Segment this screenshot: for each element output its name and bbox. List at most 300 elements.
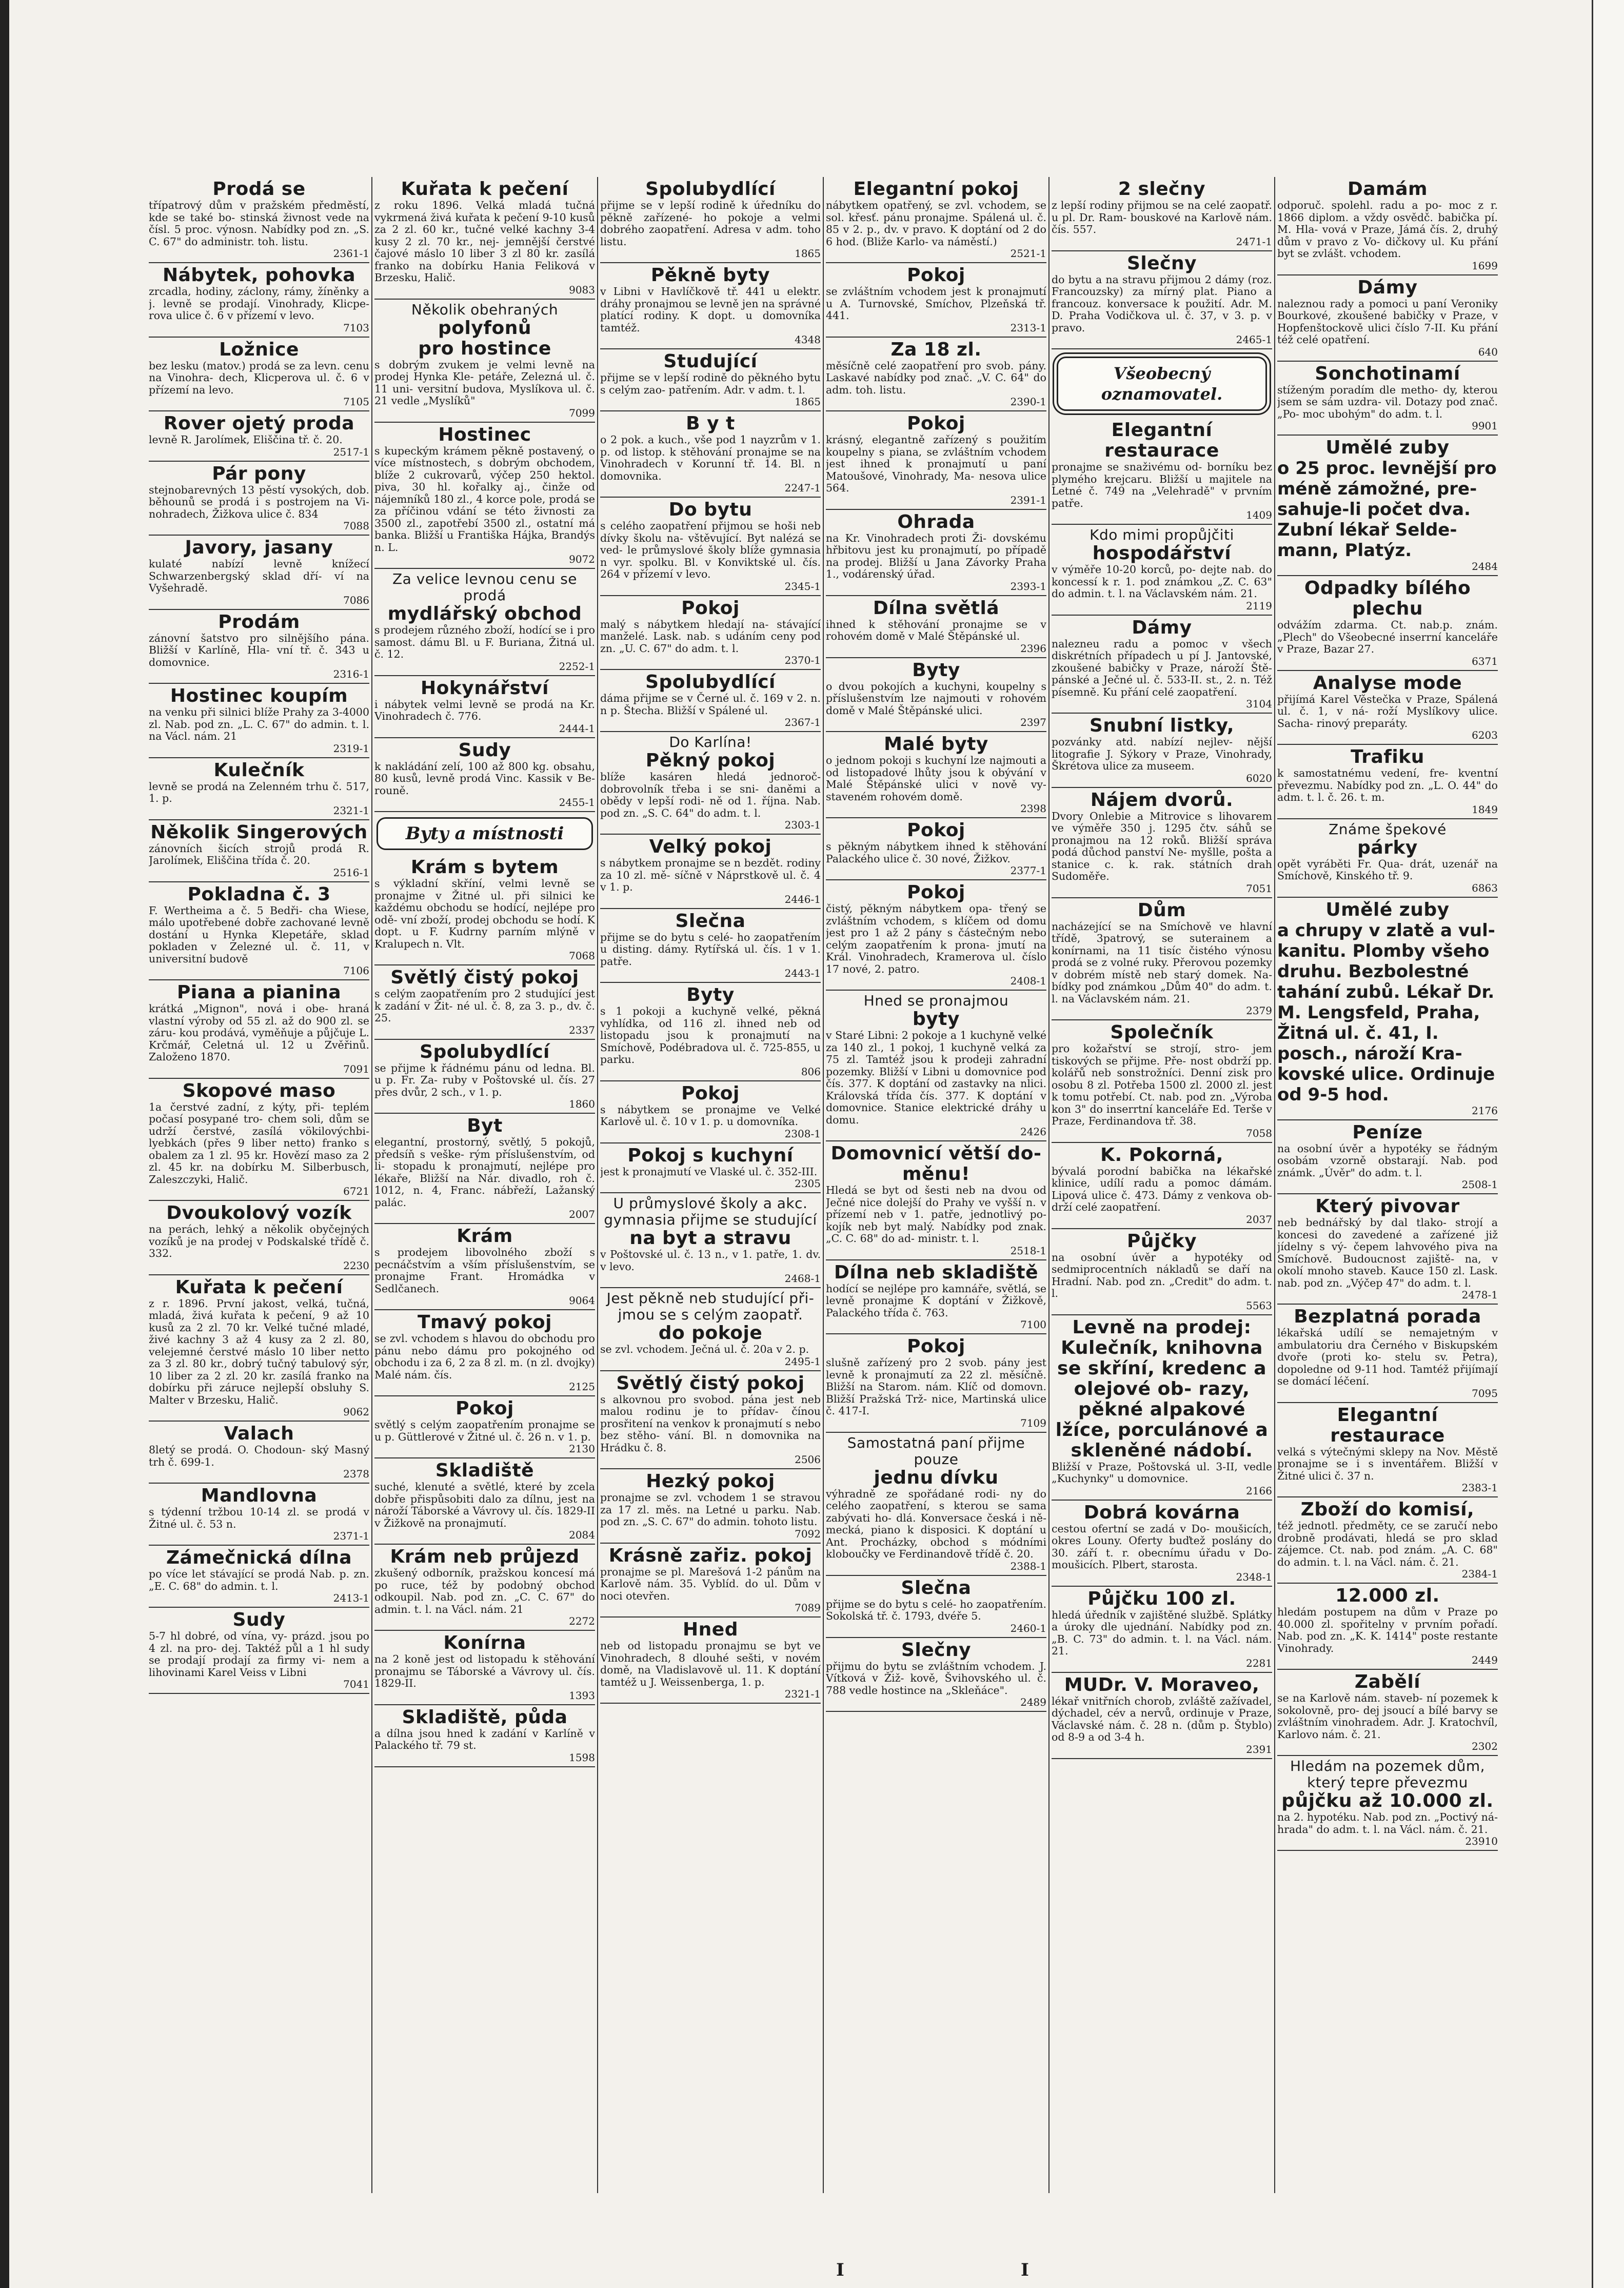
ad-code: 2426: [1020, 1126, 1046, 1138]
ad-body: s týdenní tržbou 10-14 zl. se prodá v Žitné ul. č. 53 n.: [149, 1506, 369, 1530]
classified-ad: [826, 263, 1046, 338]
ad-code: 2495-1: [784, 1355, 821, 1368]
classified-ad: [149, 820, 369, 882]
ad-body: na osobní úvěr a hypotéky od sedmiprocentních nákladů se daří na Hradní. Nab. pod zn. „Credit" do adm. t. l.: [1052, 1251, 1272, 1299]
ad-headline: Mandlovna: [201, 1485, 318, 1506]
ad-headline: K. Pokorná,: [1100, 1144, 1223, 1166]
classified-ad: [374, 965, 595, 1040]
classified-ad: [149, 980, 369, 1079]
ad-code: 7092: [795, 1527, 821, 1540]
ad-headline-sub: pro hostince: [418, 338, 551, 359]
classified-ad: [149, 462, 369, 536]
ad-body: hodící se nejlépe pro kamnáře, světlá, se levně pronajme K doptání v Žižkově, Palackého třída č. 763.: [826, 1282, 1046, 1319]
bottom-mark-left: I: [836, 2260, 844, 2280]
ad-headline: Krám: [457, 1226, 513, 1247]
ad-code: 2303-1: [784, 819, 821, 831]
column-rule: [597, 177, 598, 2193]
ad-body: v výměře 10-20 korců, po- dejte nab. do koncessí k r. 1. pod známkou „Z. C. 63" do admin. t. l. na Václavském nám. 21.: [1052, 563, 1272, 600]
ad-code: 9901: [1472, 420, 1498, 432]
ad-code: 6371: [1472, 655, 1498, 667]
ad-body: krátká „Mignon", nová i obe- hraná vlastní výroby od 55 zl. až do 900 zl. se záru- kou prodává, vyměňuje a půjčuje L. Krčmář, Celetná ul. 12 u Zvěřinů. Založeno 1870.: [149, 1002, 369, 1063]
ad-code: 2518-1: [1010, 1244, 1046, 1257]
ad-code: 2465-1: [1236, 333, 1272, 346]
ad-body: suché, klenuté a světlé, které by zcela dobře přispůsobiti dalo za dílnu, jest na nároží Táborské a Vávrovy ul. čís. 1829-II v Žižkově na pronajmutí.: [374, 1481, 595, 1529]
ad-body: lékař vnitřních chorob, zvláště zažívadel, dýchadel, cév a nervů, ordinuje v Praze, Václavské nám. č. 28 n. (dům p. Štyblo) od 8-9 a od 3-4 h.: [1052, 1694, 1272, 1743]
ad-body: světlý s celým zaopatřením pronajme se u p. Güttlerové v Žitné ul. č. 26 n. v 1. p.: [374, 1418, 595, 1443]
ad-code: 2302: [1472, 1740, 1498, 1752]
ad-code: 2247-1: [784, 482, 821, 494]
classified-ad: [826, 1638, 1046, 1712]
ad-headline: Damám: [1348, 179, 1428, 200]
ad-body: pro kožařství se strojí, stro- jem tiskových se přijme. Pře- nost obdrží pp. kolářů neb sonstrožníci. Denní zisk pro osobu 8 zl. Potřeba 1500 zl. 2000 zl. jest k tomu potřebí. Ct. nab. pod zn. „Výroba kon 3" do inserrtní kanceláře Ed. Terše v Praze, Ferdinandova tř. 38.: [1052, 1042, 1272, 1127]
ad-code: 7051: [1246, 882, 1272, 895]
ad-body: čistý, pěkným nábytkem opa- třený se zvláštním vchodem, s klíčem od domu jest pro 1 až 2 pány s částečným nebo celým zaopatřením k prona- jmutí na Král. Vinohradech, Kramerova ul. číslo 17 nové, 2. patro.: [826, 902, 1046, 975]
ad-headline: do pokoje: [658, 1323, 763, 1344]
ad-kicker: Do Karlína!: [669, 734, 752, 751]
classified-ad: [600, 596, 821, 670]
ad-body: elegantní, prostorný, světlý, 5 pokojů, předsíň s veške- rým příslušenstvím, od li- stopadu k pronajmutí, nejlépe pro lékaře, Bližší na Nár. divadlo, roh č. 1012, n. 4, Franc. nábřeží, Lažanský palác.: [374, 1136, 595, 1209]
ad-code: 9062: [343, 1406, 369, 1418]
classified-ad: [1052, 1587, 1272, 1673]
ad-headline: Dílna světlá: [873, 597, 1000, 619]
ad-headline: Byt: [467, 1115, 503, 1136]
ad-body: hledám postupem na dům v Praze po 40.000 zl. spořitelny v prvním pořadí. Nab. pod zn. „K. K. 1414" poste restante Vinohrady.: [1277, 1606, 1498, 1654]
ad-headline: Javory, jasany: [185, 537, 333, 558]
ad-headline: Dobrá kovárna: [1083, 1502, 1240, 1523]
ad-code: 2516-1: [333, 866, 369, 879]
ad-body: z r. 1896. První jakost, velká, tučná, mladá, živá kuřata k pečení, 9 až 10 kusů za 2 zl. 70 kr. Velké tučné mladé, živé kachny 3 až 4 kusy za 2 zl. 80, velejemné čerstvé máslo 10 liber netto za 3 zl. 80 kr., dobrý tučný tabulový sýr, 10 liber za 2 zl. 20 kr. zasílá franko na dobírku při záruce nejlepší obsluhy S. Malter v Brzesku, Halič.: [149, 1297, 369, 1406]
ad-headline: Půjčky: [1126, 1230, 1197, 1252]
ad-body: přijme se v lepší rodině k úředníku do pěkně zařízené- ho pokoje a velmi dobrého zaopatření. Adresa v adm. toho listu.: [600, 199, 821, 248]
ad-body: se na Karlově nám. staveb- ní pozemek k sokolovně, pro- dej jsoucí a bílé barvy se zvláštním vinohradem. Adr. J. Kratochvíl, Karlovo nám. č. 21.: [1277, 1692, 1498, 1741]
ad-code: 7095: [1472, 1387, 1498, 1399]
ad-code: 2443-1: [784, 967, 821, 979]
ad-headline: Spolubydlící: [645, 179, 776, 200]
section-banner: Byty a místnosti: [377, 817, 593, 850]
ad-body: pronajme se zvl. vchodem 1 se stravou za 17 zl. měs. na Letné u parku. Nab. pod zn. „S. C. 67" do admin. tohoto listu.: [600, 1491, 821, 1528]
classified-ad: [600, 1081, 821, 1143]
ad-headline: 12.000 zl.: [1335, 1585, 1440, 1606]
classified-ad: [600, 1544, 821, 1618]
ad-body: třípatrový dům v pražském předměstí, kde se také bo- stinská živnost vede na čísl. 5 proc. výnosn. Nabídky pod zn. „S. C. 67" do administr. toh. listu.: [149, 199, 369, 248]
ad-code: 2281: [1246, 1656, 1272, 1669]
classified-ad: [1277, 1403, 1498, 1498]
classified-ad: [600, 498, 821, 596]
ad-body: zánovních šicích strojů prodá R. Jarolímek, Eliščina třída č. 20.: [149, 842, 369, 866]
ad-body: na 2. hypotéku. Nab. pod zn. „Poctivý ná- hrada" do adm. t. l. na Václ. nám. č. 21.: [1277, 1811, 1498, 1836]
classified-ad: [826, 510, 1046, 596]
ad-body: na osobní úvěr a hypotéky se řádným osobám vzorně obstarají. Nab. pod známk. „Úvěr" do adm. t. l.: [1277, 1142, 1498, 1179]
ad-code: 2166: [1246, 1484, 1272, 1497]
ad-body: výhradně ze spořádané rodi- ny do celého zaopatření, s kterou se sama zabývati ho- dlá. Konversace česká i ně- mecká, piano k disposici. K doptání u Ant. Procházky, obchod s módními kloboučky ve Ferdinandově třídě č. 20.: [826, 1487, 1046, 1560]
ad-code: 6203: [1472, 729, 1498, 741]
ad-body: na perách, lehký a několik obyčejných vozíků je na prodej v Podskalské třídě č. 332.: [149, 1223, 369, 1259]
ad-code: 2230: [343, 1259, 369, 1272]
ad-headline: Pokoj: [907, 265, 965, 286]
ad-body: s kupeckým krámem pěkně postavený, o více místnostech, s dobrým obchodem, blíže 2 cukrovarů, výčep 250 hektol. piva, 30 hl. kořalky aj., činže od nájemníků 180 zl., 4 korce pole, prodá se za příčinou vdání se této živnosti za 3500 zl., zapotřebí 3500 zl., ostatní má banka. Bližší u Františka Hájka, Brandýs n. L.: [374, 444, 595, 554]
classified-ad: [826, 732, 1046, 818]
classified-ad: [600, 909, 821, 983]
classified-ad: [600, 670, 821, 732]
column-3: [600, 177, 821, 2193]
ad-body: s pěkným nábytkem ihned k stěhování Palackého ulice č. 30 nové, Žižkov.: [826, 840, 1046, 865]
ad-kicker: Hned se pronajmou: [863, 992, 1009, 1009]
ad-code: 2371-1: [333, 1530, 369, 1542]
classified-ad: [600, 177, 821, 263]
ad-body: z lepší rodiny přijmou se na celé zaopatř. u pl. Dr. Ram- bouskové na Karlově nám. čís. 557.: [1052, 199, 1272, 235]
ad-headline: Zámečnická dílna: [166, 1547, 352, 1568]
ad-body: na 2 koně jest od listopadu k stěhování pronajmu se Táborské a Vávrovy ul. čís. 1829-II.: [374, 1653, 595, 1689]
ad-code: 2379: [1246, 1004, 1272, 1017]
ad-headline: Elegantní pokoj: [853, 179, 1019, 200]
ad-code: 2319-1: [333, 742, 369, 755]
classified-ad: [600, 835, 821, 909]
ad-headline: polyfonů: [438, 317, 531, 339]
ad-headline: Dílna neb skladiště: [834, 1261, 1039, 1283]
ad-kicker: Několik obehraných: [411, 301, 559, 318]
ad-headline: Odpadky bílého plechu: [1304, 578, 1471, 619]
ad-headline: Pokoj: [907, 413, 965, 434]
ad-code: 2508-1: [1461, 1178, 1498, 1191]
ad-code: 2478-1: [1461, 1289, 1498, 1301]
ad-headline: Spolubydlící: [420, 1041, 550, 1062]
ad-headline: Světlý čistý pokoj: [390, 967, 579, 988]
ad-body: malý s nábytkem hledají na- stávající manželé. Lask. nab. s udáním ceny pod zn. „U. C. 67" do adm. t. l.: [600, 618, 821, 655]
ad-headline: Krásně zařiz. pokoj: [608, 1545, 813, 1566]
ad-body: o jednom pokoji s kuchyní lze najmouti a od listopadové lhůty jsou k obývání v Malé Štěpánské ulici v nově vy- staveném rohovém domě.: [826, 754, 1046, 803]
ad-headline: Sudy: [232, 1609, 286, 1630]
ad-code: 7100: [1020, 1318, 1046, 1331]
ad-body: 1a čerstvé zadní, z kýty, při- teplém počasí posypané tro- chem soli, dům se udrží čerstvé, zasílá vökilovýchbi- lyebkách (přes 9 liber netto) franko s obalem za 1 zl. 95 kr. Hovězí maso za 2 zl. 45 kr. na dobírku M. Silberbusch, Zaleszczyki, Halič.: [149, 1100, 369, 1186]
ad-headline: Pokoj: [681, 1082, 740, 1104]
ad-headline: hospodářství: [1092, 543, 1232, 564]
ad-code: 2007: [569, 1208, 595, 1220]
column-rule: [1274, 177, 1275, 2193]
classified-ad: [826, 1334, 1046, 1433]
ad-code: 2348-1: [1236, 1570, 1272, 1583]
ad-code: 2468-1: [784, 1272, 821, 1285]
ad-code: 2517-1: [333, 445, 369, 458]
classified-ad: [149, 1201, 369, 1275]
ad-body: slušně zařízený pro 2 svob. pány jest levně k pronajmutí za 22 zl. měsíčně. Bližší na Starom. nám. Klíč od domovn. Bližší Pražská Trž- nice, Martinská ulice č. 417-I.: [826, 1356, 1046, 1417]
classified-ad: [826, 818, 1046, 880]
ad-headline: MUDr. V. Moraveo,: [1064, 1674, 1260, 1695]
classified-ad: [826, 1433, 1046, 1576]
ad-body: dáma přijme se v Černé ul. č. 169 v 2. n. n p. Štecha. Bližší v Spálené ul.: [600, 692, 821, 717]
classified-ad: [1277, 1497, 1498, 1584]
ad-code: 7058: [1246, 1127, 1272, 1139]
ad-body: Dvory Onlebie a Mitrovice s lihovarem ve výměře 350 j. 1295 čtv. sáhů se pronajmou na 12 roků. Bližší správa podá důchod panství Ne- myšlle, pošta a stanice c. k. rak. státních drah Sudoměře.: [1052, 810, 1272, 882]
ad-code: 9064: [569, 1294, 595, 1307]
ad-body: kulaté nabízí levně knížecí Schwarzenbergský sklad dří- ví na Vyšehradě.: [149, 558, 369, 594]
ad-headline: 2 slečny: [1118, 179, 1206, 200]
ad-code: 7089: [795, 1602, 821, 1614]
ad-code: 2119: [1246, 599, 1272, 612]
ad-code: 1865: [795, 396, 821, 408]
ad-headline: Hned: [683, 1619, 738, 1640]
ad-body: neb bednářský by dal tlako- strojí a koncesi do zavedené a zařízené již jídelny s vý- čepem lahvového piva na Smíchově. Budoucnost zajiště- na, v okolí mnoho staveb. Kauce 150 zl. Lask. nab. pod zn. „Výčep 47" do adm. t. l.: [1277, 1216, 1498, 1289]
ad-headline: Který pivovar: [1315, 1196, 1460, 1217]
column-rule: [371, 177, 372, 2193]
classified-ad: [149, 338, 369, 412]
classified-ad: [374, 855, 595, 965]
ad-body: krásný, elegantně zařízený s použitím koupelny s piana, se zvláštním vchodem jest ihned k pronajmutí u paní Matoušové, Vinohrady, Ma- nesova ulice 564.: [826, 433, 1046, 494]
classified-ad: [1052, 714, 1272, 788]
ad-body: lékařská udílí se nemajetným v ambulatoriu dra Černého v Biskupském dvoře (proti ko- stelu sv. Petra), dopoledne od 9-11 hod. Tamtéž přijímají se domácí léčení.: [1277, 1327, 1498, 1387]
ad-code: 2361-1: [333, 247, 369, 260]
ad-code: 7068: [569, 950, 595, 962]
ad-code: 6863: [1472, 881, 1498, 894]
ad-body: též jednotl. předměty, ce se zaručí nebo drobně prodávati, hledá se pro sklad zájemce. Ct. nab. pod znám. „A. C. 68" do admin. t. l. na Václ. nám. č. 21.: [1277, 1520, 1498, 1568]
ad-headline: Společník: [1110, 1022, 1214, 1043]
ad-code: 2378: [343, 1468, 369, 1480]
ad-headline: Velký pokoj: [649, 836, 772, 857]
ad-code: 2396: [1020, 642, 1046, 655]
classified-ad: [1052, 418, 1272, 525]
ad-body: v Libni v Havlíčkově tř. 441 u elektr. dráhy pronajmou se levně jen na správné platící rodiny. K dopt. u domovníka tamtéž.: [600, 285, 821, 334]
ad-headline: Hostinec: [438, 424, 531, 445]
classified-ad: [374, 1396, 595, 1458]
classified-ad: [826, 1141, 1046, 1260]
ad-headline: Pěkný pokoj: [645, 750, 776, 771]
ad-body: jest k pronajmutí ve Vlaské ul. č. 352-III.: [600, 1165, 818, 1178]
ad-code: 2367-1: [784, 716, 821, 728]
ad-body: do bytu a na stravu přijmou 2 dámy (roz. Francouzsky) za mírný plat. Piano a francouz. konversace k použití. Adr. M. D. Praha Vodičkova ul. č. 37, v 3. p. v pravo.: [1052, 273, 1272, 334]
ad-body: na venku při silnici blíže Prahy za 3-4000 zl. Nab. pod zn. „L. C. 67" do admin. t. l. na Václ. nám. 21: [149, 706, 369, 742]
classified-ad: [1052, 1315, 1272, 1501]
ad-body: přijme se v lepší rodině do pěkného bytu s celým zao- patřením. Adr. v adm. t. l.: [600, 371, 821, 396]
ad-body: 5-7 hl dobré, od vína, vy- prázd. jsou po 4 zl. na pro- dej. Taktéž půl a 1 hl sudy se prodají prodají za firmy vi- nem a lihovinami Karel Veiss v Libni: [149, 1630, 369, 1679]
ad-body: s dobrým zvukem je velmi levně na prodej Hynka Kle- petáře, Zelezná ul. č. 11 uni- versitní budova, Myslíkova ul. č. 21 vedle „Myslíků": [374, 358, 595, 407]
classified-ad: [374, 177, 595, 300]
page-edge-left: [0, 0, 9, 2288]
ad-body: stíženým poradím dle metho- dy, kterou jsem se sám uzdra- vil. Dotazy pod znač. „Po- moc ubohým" do adm. t. l.: [1277, 383, 1498, 420]
ad-code: 2398: [1020, 802, 1046, 815]
ad-body: nacházející se na Smíchově ve hlavní třídě, 3patrový, se suterainem a konírnami, na 11 tisíc čistého výnosu prodá se z volné ruky. Přerovou pozemky v dobrém místě neb starý domek. Na- bídky pod známkou „Dům 40" do adm. t. l. na Václavském nám. 21.: [1052, 920, 1272, 1005]
ad-code: 1849: [1472, 803, 1498, 816]
ad-headline: Půjčku 100 zl.: [1087, 1588, 1236, 1609]
ad-headline: Elegantní restaurace: [1104, 420, 1219, 461]
classified-ad: [1277, 1305, 1498, 1403]
ad-body: přijme se do bytu s celé- ho zaopatřením. Sokolská tř. č. 1793, dvéře 5.: [826, 1597, 1046, 1622]
ad-code: 6721: [343, 1185, 369, 1197]
ad-headline: Do bytu: [668, 499, 752, 520]
ad-body: nalezneu radu a pomoc v všech diskrétních případech u pí J. Jantovské, zkoušené babičky v Praze, nároží Ště- pánské a Ječné ul. č. 533-II. st., 2. n. Též písemně. Ku přání celé zaopatření.: [1052, 637, 1272, 698]
ad-code: 2391: [1246, 1743, 1272, 1756]
ad-headline: Sudy: [458, 739, 511, 761]
ad-body: F. Wertheima a č. 5 Bedři- cha Wiese, málo upotřebené dobře zachované levně dostání u Hynka Klepetáře, sklad pokladen v Zelezné ul. č. 11, v universitní budově: [149, 904, 369, 965]
ad-body: měsíčně celé zaopatření pro svob. pány. Laskavé nabídky pod znač. „V. C. 64" do adm. toh. listu.: [826, 359, 1046, 396]
classified-ad: [600, 1371, 821, 1470]
classified-ad: [600, 1143, 821, 1194]
ad-code: 2390-1: [1010, 396, 1046, 408]
classified-ad: [149, 1079, 369, 1201]
ad-headline: Pokoj: [907, 820, 965, 841]
ad-code: 2308-1: [784, 1127, 821, 1140]
ad-headline: Pokoj: [455, 1398, 514, 1419]
ad-body: se přijme k řádnému pánu od ledna. Bl. u p. Fr. Za- ruby v Poštovské ul. čís. 27 přes dvůr, 2 sch., v 1. p.: [374, 1061, 595, 1098]
ad-headline: Zabělí: [1354, 1671, 1421, 1692]
ad-code: 7106: [343, 964, 369, 977]
ad-kicker: Kdo mimi propůjčiti: [1090, 526, 1234, 543]
ad-body: opět vyráběti Fr. Qua- drát, uzenář na Smíchově, Kinského tř. 9.: [1277, 857, 1498, 882]
classified-ad: [374, 1458, 595, 1545]
ad-code: 2521-1: [1010, 247, 1046, 260]
classified-ad: [1277, 362, 1498, 436]
ad-headline: B y t: [686, 413, 735, 434]
ad-headline: Pokladna č. 3: [187, 883, 331, 905]
ad-headline: Konírna: [443, 1632, 526, 1653]
ad-code: 2471-1: [1236, 235, 1272, 248]
ad-code: 806: [801, 1065, 821, 1078]
ad-body: přijme se do bytu s celé- ho zaopatřením u disting. dámy. Rytířská ul. čís. 1 v 1. patře.: [600, 931, 821, 968]
ad-body: se zvláštním vchodem jest k pronajmutí u A. Turnovské, Smíchov, Plzeňská tř. 441.: [826, 285, 1046, 322]
ad-body: k nakládání zelí, 100 až 800 kg. obsahu, 80 kusů, levně prodá Vinc. Kassik v Be- rouně.: [374, 760, 595, 797]
ad-body: přijmu do bytu se zvláštním vchodem. J. Vítková v Žiž- kově, Švihovského ul. č. 788 vedle hostince na „Skleňáce".: [826, 1660, 1046, 1697]
ad-code: 2388-1: [1010, 1560, 1046, 1572]
ad-headline: Ložnice: [219, 339, 299, 360]
classified-ad: [826, 880, 1046, 991]
ad-code: 2321-1: [333, 804, 369, 817]
ad-body: přijímá Karel Věstečka v Praze, Spálená ul. č. 1, v ná- roží Myslíkovy ulice. Sacha- rinový preparáty.: [1277, 693, 1498, 729]
ad-code: 2460-1: [1010, 1622, 1046, 1634]
ad-display-text: o 25 proc. levnější pro méně zámožné, pre- sahuje-li počet dva. Zubní lékař Selde- mann, Platýz.: [1277, 458, 1497, 561]
ad-body: odporuč. spolehl. radu a po- moc z r. 1866 diplom. a vždy osvědč. babička pí. M. Hla- vová v Praze, Jámá čís. 2, druhý dům v pravo z Vo- dičkovy ul. Ku přání byt se zvlášt. vchodem.: [1277, 199, 1498, 260]
ad-code: 2383-1: [1461, 1482, 1498, 1494]
classified-ad: [149, 758, 369, 820]
ad-code: 7099: [569, 406, 595, 419]
ad-code: 2391-1: [1010, 494, 1046, 506]
ad-body: pronajme se snaživému od- borníku bez plymého krejcaru. Bližší u majitele na Letné č. 749 na „Velehradě" v prvním patře.: [1052, 461, 1272, 509]
ad-headline: Sonchotinamí: [1315, 363, 1460, 384]
ad-headline: Hostinec koupím: [170, 685, 348, 706]
column-6: [1277, 177, 1498, 2193]
ad-body: blíže kasáren hledá jednoroč- dobrovolník třeba i se sni- daněmi a obědy v lepší rodi- ně od 1. října. Nab. pod zn. „S. C. 64" do adm. t. l.: [600, 771, 821, 819]
classified-ad: [1052, 251, 1272, 350]
ad-body: s prodejem libovolného zboží s pecnáčstvím a vším příslušenstvím, se pronajme Frant. Hromádka v Sedlčanech.: [374, 1246, 595, 1295]
ad-body: po více let stávající se prodá Nab. p. zn. „E. C. 68" do admin. t. l.: [149, 1568, 369, 1592]
ad-body: na Kr. Vinohradech proti Ži- dovskému hřbitovu jest ku pronajmutí, po případě na prodej. Bližší u Jana Závorky Praha 1., vodárenský úřad.: [826, 531, 1046, 580]
classified-ad: [600, 1618, 821, 1704]
ad-body: nábytkem opatřený, se zvl. vchodem, se sol. křesť. pánu pronajme. Spálená ul. č. 85 v 2. p., dv. v pravo. K doptání od 2 do 6 hod. (Bliže Karlo- va náměstí.): [826, 199, 1046, 248]
ad-headline: Pokoj: [907, 1336, 965, 1357]
classified-ad: [1277, 1756, 1498, 1851]
ad-code: 1865: [795, 247, 821, 260]
classified-ad: [600, 411, 821, 498]
ad-code: 7109: [1020, 1416, 1046, 1429]
classified-ad: [374, 1114, 595, 1224]
ad-code: 1860: [569, 1098, 595, 1110]
ad-kicker: Hledám na pozemek dům, který tepre převezmu: [1290, 1758, 1486, 1791]
ad-code: 2313-1: [1010, 321, 1046, 334]
ad-headline: Pár pony: [212, 463, 306, 484]
ad-headline: Slečny: [901, 1639, 972, 1661]
ad-code: 1409: [1246, 509, 1272, 521]
column-rule: [823, 177, 824, 2193]
ad-body: s celého zaopatření přijmou se hoši neb dívky školu na- vštěvující. Byt nalézá se ved- le průmyslové školy blíže gymnasia n vyr. spolku. Bl. v Konviktské ul. čís. 264 v přízemí v levo.: [600, 520, 821, 580]
classified-ad: [1277, 177, 1498, 275]
bottom-mark-right: I: [1021, 2260, 1029, 2280]
ad-headline: Slečna: [901, 1577, 972, 1599]
ad-body: cestou ofertní se zadá v Do- moušicích, okres Louny. Oferty buďtež poslány do 30. září t. r. obecnímu úřadu v Do- moušicích. Plbert, starosta.: [1052, 1522, 1272, 1571]
ad-code: 2455-1: [559, 796, 595, 808]
ad-body: Hledá se byt od šesti neb na dvou od Ječné nice dolejší do Prahy ve vyšší n. v přízemí neb v 1. patře, jednotlivý po- kojík neb byt malý. Nabídky pod znak. „C. C. 68" do ad- ministr. t. l.: [826, 1184, 1046, 1245]
classified-ad: [1052, 788, 1272, 898]
ad-headline: Pokoj s kuchyní: [627, 1145, 794, 1166]
ad-body: v Poštovské ul. č. 13 n., v 1. patře, 1. dv. v levo.: [600, 1248, 821, 1273]
ad-body: s nábytkem se pronajme ve Velké Karlově ul. č. 10 v 1. p. u domovníka.: [600, 1103, 821, 1128]
classified-ad: [149, 263, 369, 338]
ad-headline-sub: Kulečník, knihovna se skříní, kredenc a olejové ob- razy, pěkné alpakové lžíce, porculánové a skleněné nádobí.: [1055, 1337, 1269, 1461]
ad-body: s celým zaopatřením pro 2 studující jest k zadání v Žit- né ul. č. 8, za 3. p., dv. č. 25.: [374, 988, 595, 1024]
ad-code: 2176: [1472, 1104, 1498, 1117]
ad-headline: Tmavý pokoj: [418, 1312, 552, 1333]
ad-headline: Peníze: [1352, 1121, 1423, 1143]
ad-headline: Nájem dvorů.: [1090, 789, 1234, 811]
ad-headline: Pokoj: [907, 882, 965, 903]
ad-body: odvážím zdarma. Ct. nab.p. znám. „Plech" do Všeobecné inserrní kanceláře v Praze, Bazar 27.: [1277, 619, 1498, 655]
ad-code: 9083: [569, 283, 595, 296]
ad-code: 1699: [1472, 259, 1498, 272]
ad-code: 2393-1: [1010, 580, 1046, 593]
ad-body: pronajme se pl. Marešová 1-2 pánům na Karlově nám. 35. Vyblíd. do ul. Dům v noci otevřen.: [600, 1565, 821, 1602]
ad-body: s prodejem různého zboží, hodící se i pro samost. dámu Bl. u F. Buriana, Žitná ul. č. 12.: [374, 624, 595, 660]
classified-ad: [374, 569, 595, 676]
ad-headline: půjčku až 10.000 zl.: [1281, 1790, 1494, 1811]
ad-code: 2037: [1246, 1213, 1272, 1226]
ad-headline: Skladiště: [435, 1460, 534, 1481]
ad-headline: Několik Singerových: [150, 821, 368, 843]
ad-code: 2084: [569, 1529, 595, 1541]
ad-body: zkušený odborník, pražskou koncesí má po ruce, též by podobný obchod odkoupil. Nab. pod zn. „C. C. 67" do admin. t. l. na Václ. nám. 21: [374, 1567, 595, 1615]
classified-ad: [1052, 1229, 1272, 1315]
newspaper-page: [149, 177, 1503, 2255]
classified-ad: [1277, 1120, 1498, 1195]
ad-body: bývalá porodní babička na lékařské klinice, udílí radu a pomoc dámám. Lipová ulice č. 473. Dámy z venkova ob- drží celé zaopatření.: [1052, 1165, 1272, 1213]
ad-headline: Za 18 zl.: [890, 339, 982, 360]
ad-headline: Skopové maso: [182, 1080, 336, 1101]
ad-code: 23910: [1465, 1835, 1498, 1847]
ad-code: 7091: [343, 1062, 369, 1075]
ad-code: 5563: [1246, 1299, 1272, 1312]
ad-body: neb od listopadu pronajmu se byt ve Vinohradech, 8 dlouhé sešti, v novém domě, na Vladislavově ul. 11. K doptání tamtéž u J. Weissenberga, 1. p.: [600, 1640, 821, 1688]
ad-body: o 2 pok. a kuch., vše pod 1 nayzrům v 1. p. od listop. k stěhování pronajme se na Vinohradech v Korunní tř. 14. Bl. n domovnika.: [600, 433, 821, 482]
ad-headline: Malé byty: [884, 734, 988, 755]
classified-ad: [1277, 671, 1498, 745]
ad-headline: Dvoukolový vozík: [166, 1202, 352, 1224]
ad-code: 2413-1: [333, 1592, 369, 1604]
ad-code: 2345-1: [784, 580, 821, 593]
ad-code: 1393: [569, 1689, 595, 1702]
ad-code: 2125: [569, 1380, 595, 1393]
classified-ad: [600, 732, 821, 835]
ad-kicker: Samostatná paní přijme pouze: [847, 1434, 1025, 1468]
ad-body: se zvl. vchodem. Ječná ul. č. 20a v 2. p.: [600, 1343, 809, 1355]
ad-code: 6020: [1246, 772, 1272, 784]
classified-ad: [149, 1484, 369, 1546]
ad-headline: Skladiště, půda: [402, 1706, 568, 1728]
ad-code: 2252-1: [559, 660, 595, 673]
ad-body: o dvou pokojích a kuchyni, koupelny s příslušenstvím lze najmouti v rohovém domě v Malé Štěpánské ulici.: [826, 680, 1046, 717]
classified-ad: [826, 411, 1046, 510]
ad-headline: Kulečník: [213, 759, 305, 781]
classified-ad: [1052, 1143, 1272, 1229]
ad-code: 2321-1: [784, 1688, 821, 1700]
ad-body: levně R. Jarolímek, Eliščina tř. č. 20.: [149, 433, 343, 446]
ad-code: 2449: [1472, 1654, 1498, 1666]
ad-headline: Světlý čistý pokoj: [616, 1372, 805, 1394]
classified-ad: [149, 177, 369, 263]
